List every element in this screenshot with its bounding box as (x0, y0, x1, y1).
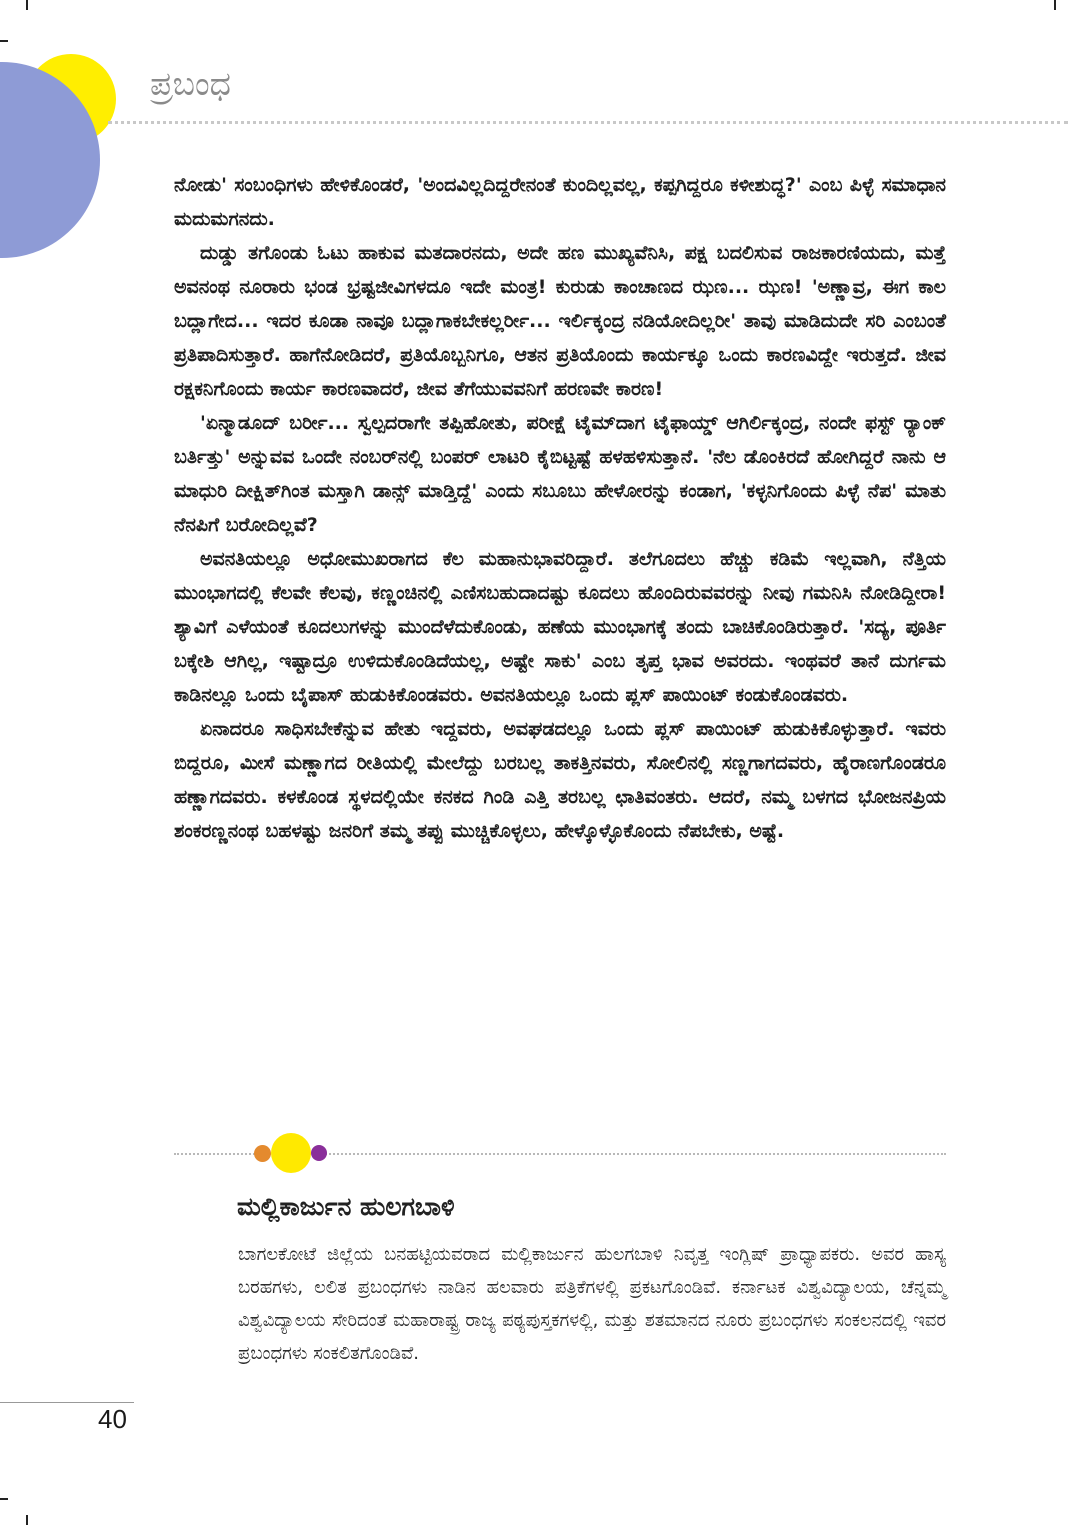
crop-mark-top-left-h (0, 40, 8, 42)
page-number: 40 (98, 1404, 127, 1434)
section-title: ಪ್ರಬಂಧ (150, 64, 231, 103)
author-name: ಮಲ್ಲಿಕಾರ್ಜುನ ಹುಲಗಬಾಳಿ (237, 1192, 455, 1221)
divider-dot-orange (254, 1145, 271, 1162)
essay-paragraph: 'ಏನ್ಮಾಡೂದ್ ಬರ್ರೀ... ಸ್ವಲ್ಪದರಾಗೇ ತಪ್ಪಿಹೋತು, ಪರೀಕ್ಷೆ ಟೈಮ್‌ದಾಗ ಟೈಫಾಯ್ಡ್ ಆಗಿರ್ಲಿಕ್ಕಂದ್ರ, ನಂದೇ ಫಸ್ಟ್ ರ್‍ಯಾಂಕ್ ಬರ್ತಿತ್ತು' ಅನ್ನುವವ ಒಂದೇ ನಂಬರ್‌ನಲ್ಲಿ ಬಂಪರ್ ಲಾಟರಿ ಕೈಬಿಟ್ಟಷ್ಟೆ ಹಳಹಳಿಸುತ್ತಾನೆ. 'ನೆಲ ಡೊಂಕಿರದೆ ಹೋಗಿದ್ದರೆ ನಾನು ಆ ಮಾಧುರಿ ದೀಕ್ಷಿತ್‌ಗಿಂತ ಮಸ್ತಾಗಿ ಡಾನ್ಸ್ ಮಾಡ್ತಿದ್ದೆ' ಎಂದು ಸಬೂಬು ಹೇಳೋರನ್ನು ಕಂಡಾಗ, 'ಕಳ್ಳನಿಗೊಂದು ಪಿಳ್ಳೆ ನೆಪ' ಮಾತು ನೆನಪಿಗೆ ಬರೋದಿಲ್ಲವೆ? (174, 412, 946, 536)
crop-mark-bottom-left-v (26, 1515, 28, 1525)
crop-mark-top-right-v (1054, 0, 1056, 10)
essay-paragraph: ದುಡ್ಡು ತಗೊಂಡು ಓಟು ಹಾಕುವ ಮತದಾರನದು, ಅದೇ ಹಣ ಮುಖ್ಯವೆನಿಸಿ, ಪಕ್ಷ ಬದಲಿಸುವ ರಾಜಕಾರಣಿಯದು, ಮತ್ತೆ ಅವನಂಥ ನೂರಾರು ಭಂಡ ಭ್ರಷ್ಟಜೀವಿಗಳದೂ ಇದೇ ಮಂತ್ರ! ಕುರುಡು ಕಾಂಚಾಣದ ಝಣ... ಝಣ! 'ಅಣ್ಣಾವ್ರ, ಈಗ ಕಾಲ ಬದ್ಲಾಗೇದ... ಇದರ ಕೂಡಾ ನಾವೂ ಬದ್ಲಾಗಾಕಬೇಕಲ್ಲರ್ರೀ... ಇರ್ಲಿಕ್ಕಂದ್ರ ನಡಿಯೋದಿಲ್ಲರೀ' ತಾವು ಮಾಡಿದುದೇ ಸರಿ ಎಂಬಂತೆ ಪ್ರತಿಪಾದಿಸುತ್ತಾರೆ. ಹಾಗೆನೋಡಿದರೆ, ಪ್ರತಿಯೊಬ್ಬನಿಗೂ, ಆತನ ಪ್ರತಿಯೊಂದು ಕಾರ್ಯಕ್ಕೂ ಒಂದು ಕಾರಣವಿದ್ದೇ ಇರುತ್ತದೆ. ಜೀವ ರಕ್ಷಕನಿಗೊಂದು ಕಾರ್ಯ ಕಾರಣವಾದರೆ, ಜೀವ ತೆಗೆಯುವವನಿಗೆ ಹರಣವೇ ಕಾರಣ! (174, 242, 946, 400)
essay-paragraph: ಏನಾದರೂ ಸಾಧಿಸಬೇಕೆನ್ನುವ ಹೇತು ಇದ್ದವರು, ಅವಘಡದಲ್ಲೂ ಒಂದು ಪ್ಲಸ್ ಪಾಯಿಂಟ್ ಹುಡುಕಿಕೊಳ್ಳುತ್ತಾರೆ. ಇವರು ಬಿದ್ದರೂ, ಮೀಸೆ ಮಣ್ಣಾಗದ ರೀತಿಯಲ್ಲಿ ಮೇಲೆದ್ದು ಬರಬಲ್ಲ ತಾಕತ್ತಿನವರು, ಸೋಲಿನಲ್ಲಿ ಸಣ್ಣಗಾಗದವರು, ಹೈರಾಣಗೊಂಡರೂ ಹಣ್ಣಾಗದವರು. ಕಳಕೊಂಡ ಸ್ಥಳದಲ್ಲಿಯೇ ಕನಕದ ಗಿಂಡಿ ಎತ್ತಿ ತರಬಲ್ಲ ಛಾತಿವಂತರು. ಆದರೆ, ನಮ್ಮ ಬಳಗದ ಭೋಜನಪ್ರಿಯ ಶಂಕರಣ್ಣನಂಥ ಬಹಳಷ್ಟು ಜನರಿಗೆ ತಮ್ಮ ತಪ್ಪು ಮುಚ್ಚಿಕೊಳ್ಳಲು, ಹೇಳ್ಕೊಳ್ಳೊಕೊಂದು ನೆಪಬೇಕು, ಅಷ್ಟೆ. (174, 718, 946, 842)
essay-body (174, 168, 946, 848)
essay-paragraph: ನೋಡು' ಸಂಬಂಧಿಗಳು ಹೇಳಿಕೊಂಡರೆ, 'ಅಂದವಿಲ್ಲದಿದ್ದರೇನಂತೆ ಕುಂದಿಲ್ಲವಲ್ಲ, ಕಪ್ಪಗಿದ್ದರೂ ಕಳೀಶುದ್ಧ?' ಎಂಬ ಪಿಳ್ಳೆ ಸಮಾಧಾನ ಮದುಮಗನದು. (174, 174, 946, 230)
divider-dot-purple (311, 1145, 327, 1161)
crop-mark-bottom-left-h (0, 1498, 8, 1500)
header-dotted-rule (108, 121, 1068, 124)
divider-dot-yellow (271, 1133, 311, 1173)
essay-paragraph: ಅವನತಿಯಲ್ಲೂ ಅಧೋಮುಖರಾಗದ ಕೆಲ ಮಹಾನುಭಾವರಿದ್ದಾರೆ. ತಲೆಗೂದಲು ಹೆಚ್ಚು ಕಡಿಮೆ ಇಲ್ಲವಾಗಿ, ನೆತ್ತಿಯ ಮುಂಭಾಗದಲ್ಲಿ ಕೆಲವೇ ಕೆಲವು, ಕಣ್ಣಂಚಿನಲ್ಲಿ ಎಣಿಸಬಹುದಾದಷ್ಟು ಕೂದಲು ಹೊಂದಿರುವವರನ್ನು ನೀವು ಗಮನಿಸಿ ನೋಡಿದ್ದೀರಾ! ಶ್ಯಾವಿಗೆ ಎಳೆಯಂತೆ ಕೂದಲುಗಳನ್ನು ಮುಂದೆಳೆದುಕೊಂಡು, ಹಣೆಯ ಮುಂಭಾಗಕ್ಕೆ ತಂದು ಬಾಚಿಕೊಂಡಿರುತ್ತಾರೆ. 'ಸದ್ಯ, ಪೂರ್ತಿ ಬಕ್ಕೇಶಿ ಆಗಿಲ್ಲ, ಇಷ್ಟಾದ್ರೂ ಉಳಿದುಕೊಂಡಿದೆಯಲ್ಲ, ಅಷ್ಟೇ ಸಾಕು' ಎಂಬ ತೃಪ್ತ ಭಾವ ಅವರದು. ಇಂಥವರೆ ತಾನೆ ದುರ್ಗಮ ಕಾಡಿನಲ್ಲೂ ಒಂದು ಬೈಪಾಸ್ ಹುಡುಕಿಕೊಂಡವರು. ಅವನತಿಯಲ್ಲೂ ಒಂದು ಪ್ಲಸ್ ಪಾಯಿಂಟ್ ಕಂಡುಕೊಂಡವರು. (174, 548, 946, 706)
page-number-rule (0, 1402, 134, 1403)
crop-mark-top-left-v (26, 0, 28, 10)
author-bio: ಬಾಗಲಕೋಟೆ ಜಿಲ್ಲೆಯ ಬನಹಟ್ಟಿಯವರಾದ ಮಲ್ಲಿಕಾರ್ಜುನ ಹುಲಗಬಾಳಿ ನಿವೃತ್ತ ಇಂಗ್ಲಿಷ್ ಪ್ರಾಧ್ಯಾಪಕರು. ಅವರ ಹಾಸ್ಯ ಬರಹಗಳು, ಲಲಿತ ಪ್ರಬಂಧಗಳು ನಾಡಿನ ಹಲವಾರು ಪತ್ರಿಕೆಗಳಲ್ಲಿ ಪ್ರಕಟಗೊಂಡಿವೆ. ಕರ್ನಾಟಕ ವಿಶ್ವವಿದ್ಯಾಲಯ, ಚೆನ್ನಮ್ಮ ವಿಶ್ವವಿದ್ಯಾಲಯ ಸೇರಿದಂತೆ ಮಹಾರಾಷ್ಟ್ರ ರಾಜ್ಯ ಪಠ್ಯಪುಸ್ತಕಗಳಲ್ಲಿ, ಮತ್ತು ಶತಮಾನದ ನೂರು ಪ್ರಬಂಧಗಳು ಸಂಕಲನದಲ್ಲಿ ಇವರ ಪ್ರಬಂಧಗಳು ಸಂಕಲಿತಗೊಂಡಿವೆ. (238, 1244, 946, 1364)
